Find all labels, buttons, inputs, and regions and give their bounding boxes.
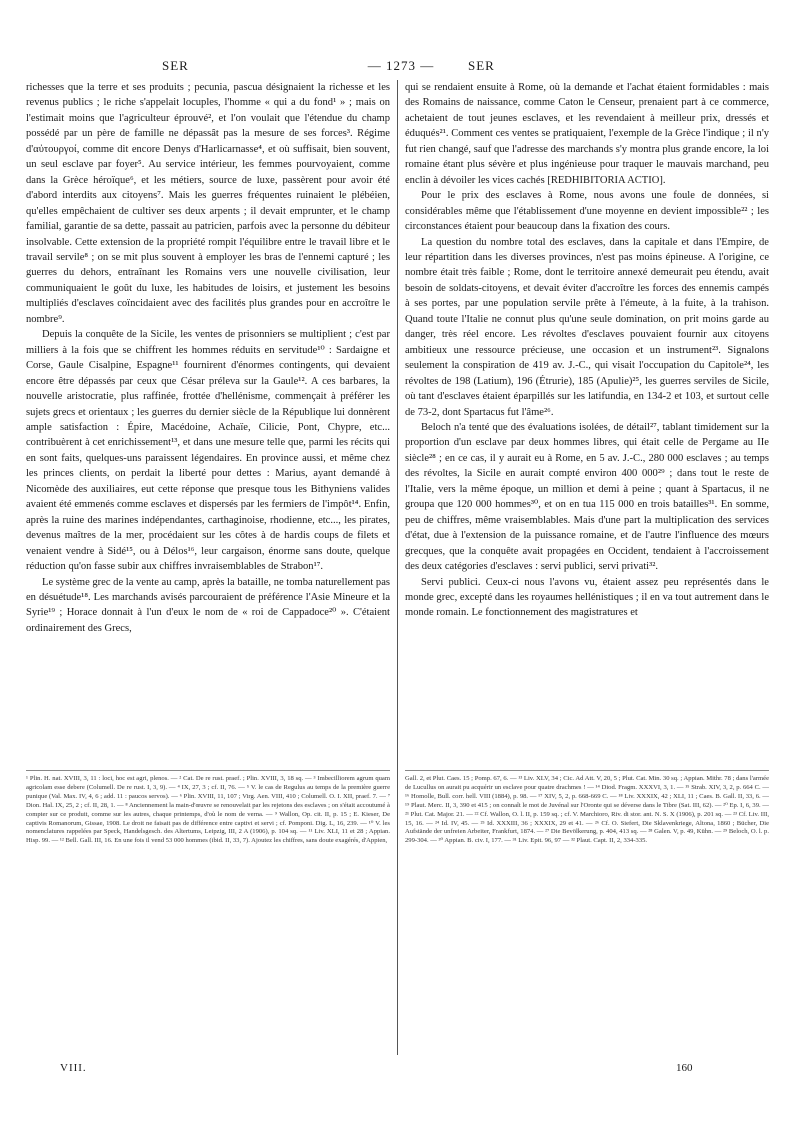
header-left: SER	[162, 58, 189, 73]
footnote-rule-right	[405, 770, 769, 771]
paragraph: Depuis la conquête de la Sicile, les ventes de prisonniers se multiplient ; c'est par milliers à la fois que se chiffrent les hommes réduits en servitude¹⁰ : Sardaigne et Corse, Gaule Cisalpine, Espagne¹¹ fournirent d'énormes contingents, qui devaient encore être dépassés par ceux que César préleva sur la Gaule¹². A ces barbares, la nouvelle aristocratie, plus raffinée, frottée d'hellénisme, commençait à préférer les sujets grecs et orientaux ; les guerres du dernier siècle de la République lui donnèrent ample satisfaction : Épire, Macédoine, Achaïe, Cilicie, Pont, Chypre, etc... contribuèrent à cet enrichissement¹³, et dans une mesure telle que, parmi les récits qui en sont faits, quelques-uns paraissent légendaires. En province aussi, et même chez les princes clients, on perdait la liberté pour dettes : Marius, ayant demandé à Nicomède des auxiliaires, eut cette réponse que presque tous les Bithyniens valides avaient été emmenés comme esclaves et dispersés par les fermiers de l'impôt¹⁴. Enfin, après la ruine des marines indépendantes, carthaginoise, rhodienne, etc..., les pirates, devenus maîtres de la mer, procédaient sur les côtes à de hardis coups de filets et venaient vendre à Sidé¹⁵, ou à Délos¹⁶, leur cargaison, énorme sans doute, quelque réduction qu'on fasse subir aux chiffres invraisemblables de Strabon¹⁷.	[26, 329, 390, 573]
running-header	[30, 58, 772, 78]
header-right: SER	[468, 58, 495, 73]
paragraph: qui se rendaient ensuite à Rome, où la demande et l'achat étaient formidables : mais des Romains de naissance, comme Caton le Censeur, prenaient part à ce commerce, achetaient de tout jeunes esclaves, et les revendaient à meilleur prix, dressés et éduqués²¹. Comment ces ventes se pratiquaient, l'exemple de la Grèce l'indique ; il n'y fut rien changé, sauf que l'adresse des marchands s'y montra plus grande encore, la loi romaine étant plus sévère et plus ingénieuse pour traquer le mauvais marchand, peu enclin à dévoiler les vices cachés [REDHIBITORIA ACTIO].	[405, 82, 769, 186]
page-number-header: — 1273 —	[367, 58, 435, 73]
paragraph: Servi publici. Ceux-ci nous l'avons vu, étaient assez peu représentés dans le monde grec, excepté dans les royaumes hellénistiques ; il en va tout autrement dans le monde romain. Le fonctionnement des magistratures et	[405, 576, 769, 619]
right-column	[405, 80, 769, 621]
volume-number: VIII.	[60, 1062, 87, 1074]
left-column	[26, 80, 390, 636]
footnotes-right: Gall. 2, et Plut. Caes. 15 ; Pomp. 67, 6. — ¹³ Liv. XLV, 34 ; Cic. Ad Att. V, 20, 5 ; Plut. Cat. Min. 30 sq. ; Appian. Mithr. 78 ; dans l'armée de Lucullus on aurait pu acquérir un esclave pour quatre drachmes ! — ¹⁴ Diod. Fragm. XXXVI, 3, 1. — ¹⁵ Strab. XIV, 3, 2, p. 664 C. — ¹⁶ Homolle, Bull. corr. hell. VIII (1884), p. 98. — ¹⁷ XIV, 5, 2, p. 668-669 C. — ¹⁸ Liv. XXXIX, 42 ; XLI, 11 ; Caes. B. Gall. II, 33, 6. — ¹⁹ Plaut. Merc. II, 3, 390 et 415 ; on connaît le mot de Juvénal sur l'Oronte qui se déverse dans le Tibre (Sat. III, 62). — ²⁰ Ep. I, 6, 39. — ²¹ Plut. Cat. Major. 21. — ²² Cf. Wallon, O. l. II, p. 159 sq. ; cf. V. Marchioro, Riv. di stor. ant. N. S. X (1906), p. 201 sq. — ²³ Cf. Liv. III, 15, 16. — ²⁴ Id. IV, 45. — ²⁵ Id. XXXIII, 36 ; XXXIX, 29 et 41. — ²⁶ Cf. O. Siefert, Die Sklavenkriege, Altona, 1860 ; Bücher, Die Aufstände der unfreien Arbeiter, Frankfurt, 1874. — ²⁷ Die Bevölkerung, p. 404, 413 sq. — ²⁸ Galen. V, p. 49, Kühn. — ²⁹ Beloch, O. l. p. 299-304. — ³⁰ Appian. B. civ. I, 177. — ³¹ Liv. Epit. 96, 97 — ³² Plaut. Capt. II, 2, 334-335.	[405, 775, 769, 845]
signature-number: 160	[676, 1062, 693, 1074]
paragraph: richesses que la terre et ses produits ; pecunia, pascua désignaient la richesse et les revenus publics ; le riche s'appelait locuples, l'homme « qui a du fond¹ » ; mais on l'estimait moins que l'agriculteur éprouvé², et l'on voulait que l'étendue du champ possédé par un père de famille ne dépassât pas la mesure de ses forces³. Régime d'αὐτουργοί, comme dit encore Denys d'Harlicarnasse⁴, et où suffisait, bien souvent, un seul esclave par foyer⁵. Au service intérieur, les femmes pourvoyaient, comme dans la Grèce héroïque⁶, et les métiers, source de luxe, passèrent pour avoir été d'abord interdits aux citoyens⁷. Mais les guerres fréquentes ruinaient le plébéien, qu'elles empêchaient de cultiver ses deux arpents ; il devait emprunter, et le champ familial, garantie de sa dette, passait au patricien, parfois avec la personne du débiteur insolvable. Cette extension de la propriété rompit l'équilibre entre le travail libre et le travail servile⁸ ; on se mit plus souvent à employer les bras de l'ennemi capturé ; les guerres du dehors, entraînant les Romains vers une nouvelle civilisation, leur communiquaient le goût du luxe, les habitudes de loisirs, et justement les besoins multipliés d'esclaves coïncidaient avec des facilités plus grandes pour en accroître le nombre⁹.	[26, 82, 390, 325]
footnotes-left: ¹ Plin. H. nat. XVIII, 3, 11 : loci, hoc est agri, plenos. — ² Cat. De re rust. praef. ; Plin. XVIII, 3, 18 sq. — ³ Imbecilliorem agrum quam agricolam esse debere (Columell. De re rust. I, 3, 9). — ⁴ IX, 27, 3 ; cf. II, 76. — ⁵ V. le cas de Regulus au temps de la première guerre punique (Val. Max. IV, 4, 6 ; add. 11 : paucos servos). — ⁶ Plin. XVIII, 11, 107 ; Virg. Aen. VIII, 410 ; Columell. O. I. XII, praef. 7. — ⁷ Dion. Hal. IX, 25, 2 ; cf. II, 28, 1. — ⁸ Anciennement la main-d'œuvre se renouvelait par les rejetons des esclaves ; on s'était accoutumé à compter sur ce produit, comme sur les autres, chaque printemps, d'où le nom de verna. — ⁹ Wallon, Op. cit. II, p. 15 ; E. Kieser, De captivis Romanorum, Gissae, 1908. Le droit ne faisait pas de différence entre captivi et servi ; cf. Pomponi. Dig. L, 16, 239. — ¹⁰ V. les nomenclatures rappelées par Speck, Handelsgesch. des Altertums, Leipzig, III, 2 A (1906), p. 104 sq. — ¹¹ Liv. XLI, 11 et 28 ; Appian. Hisp. 99. — ¹² Bell. Gall. III, 16. En une fois il vend 53 000 hommes (ibid. II, 33, 7). Ajoutez les chiffres, sans doute exagérés, d'Appien,	[26, 775, 390, 845]
paragraph: Le système grec de la vente au camp, après la bataille, ne tomba naturellement pas en désuétude¹⁸. Les marchands avisés parcouraient de préférence l'Asie Mineure et la Syrie¹⁹ ; Horace donnait à l'un d'eux le nom de « roi de Cappadoce²⁰ ». C'étaient ordinairement des Grecs,	[26, 576, 390, 634]
paragraph: Beloch n'a tenté que des évaluations isolées, de détail²⁷, tablant timidement sur la proportion d'un esclave par deux hommes libres, qui était celle de Pergame au IIe siècle²⁸ ; en ce cas, il y aurait eu à Rome, en 5 av. J.-C., 280 000 esclaves ; au temps des révoltes, la Sicile en aurait compté environ 400 000²⁹ ; dans tout le reste de l'Italie, vers la même époque, un million et demi à peine ; quant à Spartacus, il ne groupa que 120 000 hommes³⁰, et on en tua 115 000 en trois batailles³¹. En somme, peu de chiffres, même vraisemblables. Mais d'une part la multiplication des services d'état, due à l'extension de la puissance romaine, et de l'autre l'influence des mœurs grecques, que la conquête avait propagées en Occident, tendaient à l'accroissement des deux catégories d'esclaves : servi publici, servi privati³².	[405, 421, 769, 573]
column-divider	[397, 80, 398, 1055]
footnote-rule-left	[26, 770, 390, 771]
paragraph: Pour le prix des esclaves à Rome, nous avons une foule de données, si considérables même que l'établissement d'une moyenne en devient impossible²² ; les circonstances étaient pour beaucoup dans la fixation des cours.	[405, 190, 769, 233]
paragraph: La question du nombre total des esclaves, dans la capitale et dans l'Empire, de leur répartition dans les diverses provinces, n'est pas moins épineuse. A l'origine, ce nombre était très faible ; Rome, dont le territoire annexé demeurait peu étendu, avait besoin de soldats-citoyens, et devait éviter d'accroître les forces des ennemis campés à ses portes, par une population servile prête à l'émeute, à la fuite, à la trahison. Quand toute l'Italie ne connut plus qu'une seule domination, on prit moins garde au danger, très réel encore. Les révoltes d'esclaves pouvaient fournir aux citoyens ambitieux une ressource précieuse, une occasion et un instrument²³. Signalons seulement la conspiration de 419 av. J.-C., qui visait l'occupation du Capitole²⁴, les révoltes de 198 (Latium), 196 (Étrurie), 185 (Apulie)²⁵, les guerres serviles de Sicile, où tant d'esclaves étaient éparpillés sur les latifundia, en 134-2 et 103, et surtout celle de 73-2, dont Spartacus fut l'âme²⁶.	[405, 236, 769, 418]
